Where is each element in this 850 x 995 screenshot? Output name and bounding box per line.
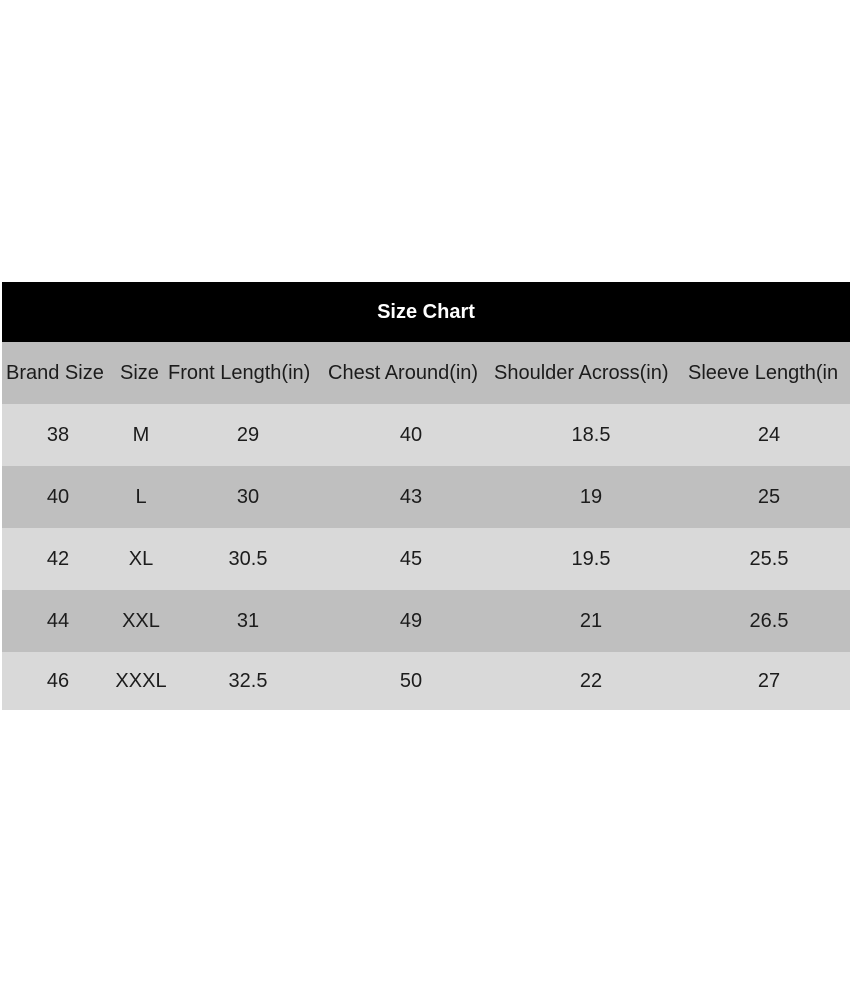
cell-front-length: 31 bbox=[236, 609, 260, 632]
cell-brand-size: 40 bbox=[46, 485, 70, 508]
cell-sleeve-length: 25 bbox=[757, 485, 781, 508]
header-brand-size: Brand Size bbox=[6, 361, 104, 384]
cell-chest-around: 43 bbox=[399, 485, 423, 508]
table-row bbox=[2, 590, 850, 652]
cell-brand-size: 44 bbox=[46, 609, 70, 632]
cell-front-length: 30 bbox=[236, 485, 260, 508]
size-chart-table bbox=[2, 282, 850, 710]
cell-size: XXL bbox=[122, 609, 160, 632]
cell-brand-size: 38 bbox=[46, 423, 70, 446]
cell-front-length: 30.5 bbox=[228, 547, 268, 570]
cell-chest-around: 45 bbox=[399, 547, 423, 570]
cell-chest-around: 40 bbox=[399, 423, 423, 446]
cell-chest-around: 49 bbox=[399, 609, 423, 632]
cell-shoulder-across: 18.5 bbox=[571, 423, 611, 446]
header-row bbox=[2, 342, 850, 404]
header-size: Size bbox=[120, 361, 159, 384]
header-shoulder-across: Shoulder Across(in) bbox=[494, 361, 669, 384]
cell-brand-size: 42 bbox=[46, 547, 70, 570]
cell-shoulder-across: 21 bbox=[579, 609, 603, 632]
header-front-length: Front Length(in) bbox=[168, 361, 311, 384]
header-chest-around: Chest Around(in) bbox=[328, 361, 479, 384]
cell-sleeve-length: 26.5 bbox=[749, 609, 789, 632]
cell-size: L bbox=[135, 485, 147, 508]
cell-size: M bbox=[132, 423, 150, 446]
cell-size: XXXL bbox=[115, 669, 167, 692]
cell-shoulder-across: 19 bbox=[579, 485, 603, 508]
cell-front-length: 32.5 bbox=[228, 669, 268, 692]
chart-title: Size Chart bbox=[2, 282, 850, 342]
cell-size: XL bbox=[128, 547, 154, 570]
header-sleeve-length: Sleeve Length(in bbox=[688, 361, 839, 384]
table-row bbox=[2, 652, 850, 710]
table-row bbox=[2, 404, 850, 466]
cell-sleeve-length: 27 bbox=[757, 669, 781, 692]
cell-front-length: 29 bbox=[236, 423, 260, 446]
table-row bbox=[2, 528, 850, 590]
cell-sleeve-length: 24 bbox=[757, 423, 781, 446]
cell-shoulder-across: 22 bbox=[579, 669, 603, 692]
table-row bbox=[2, 466, 850, 528]
cell-sleeve-length: 25.5 bbox=[749, 547, 789, 570]
cell-brand-size: 46 bbox=[46, 669, 70, 692]
cell-chest-around: 50 bbox=[399, 669, 423, 692]
cell-shoulder-across: 19.5 bbox=[571, 547, 611, 570]
